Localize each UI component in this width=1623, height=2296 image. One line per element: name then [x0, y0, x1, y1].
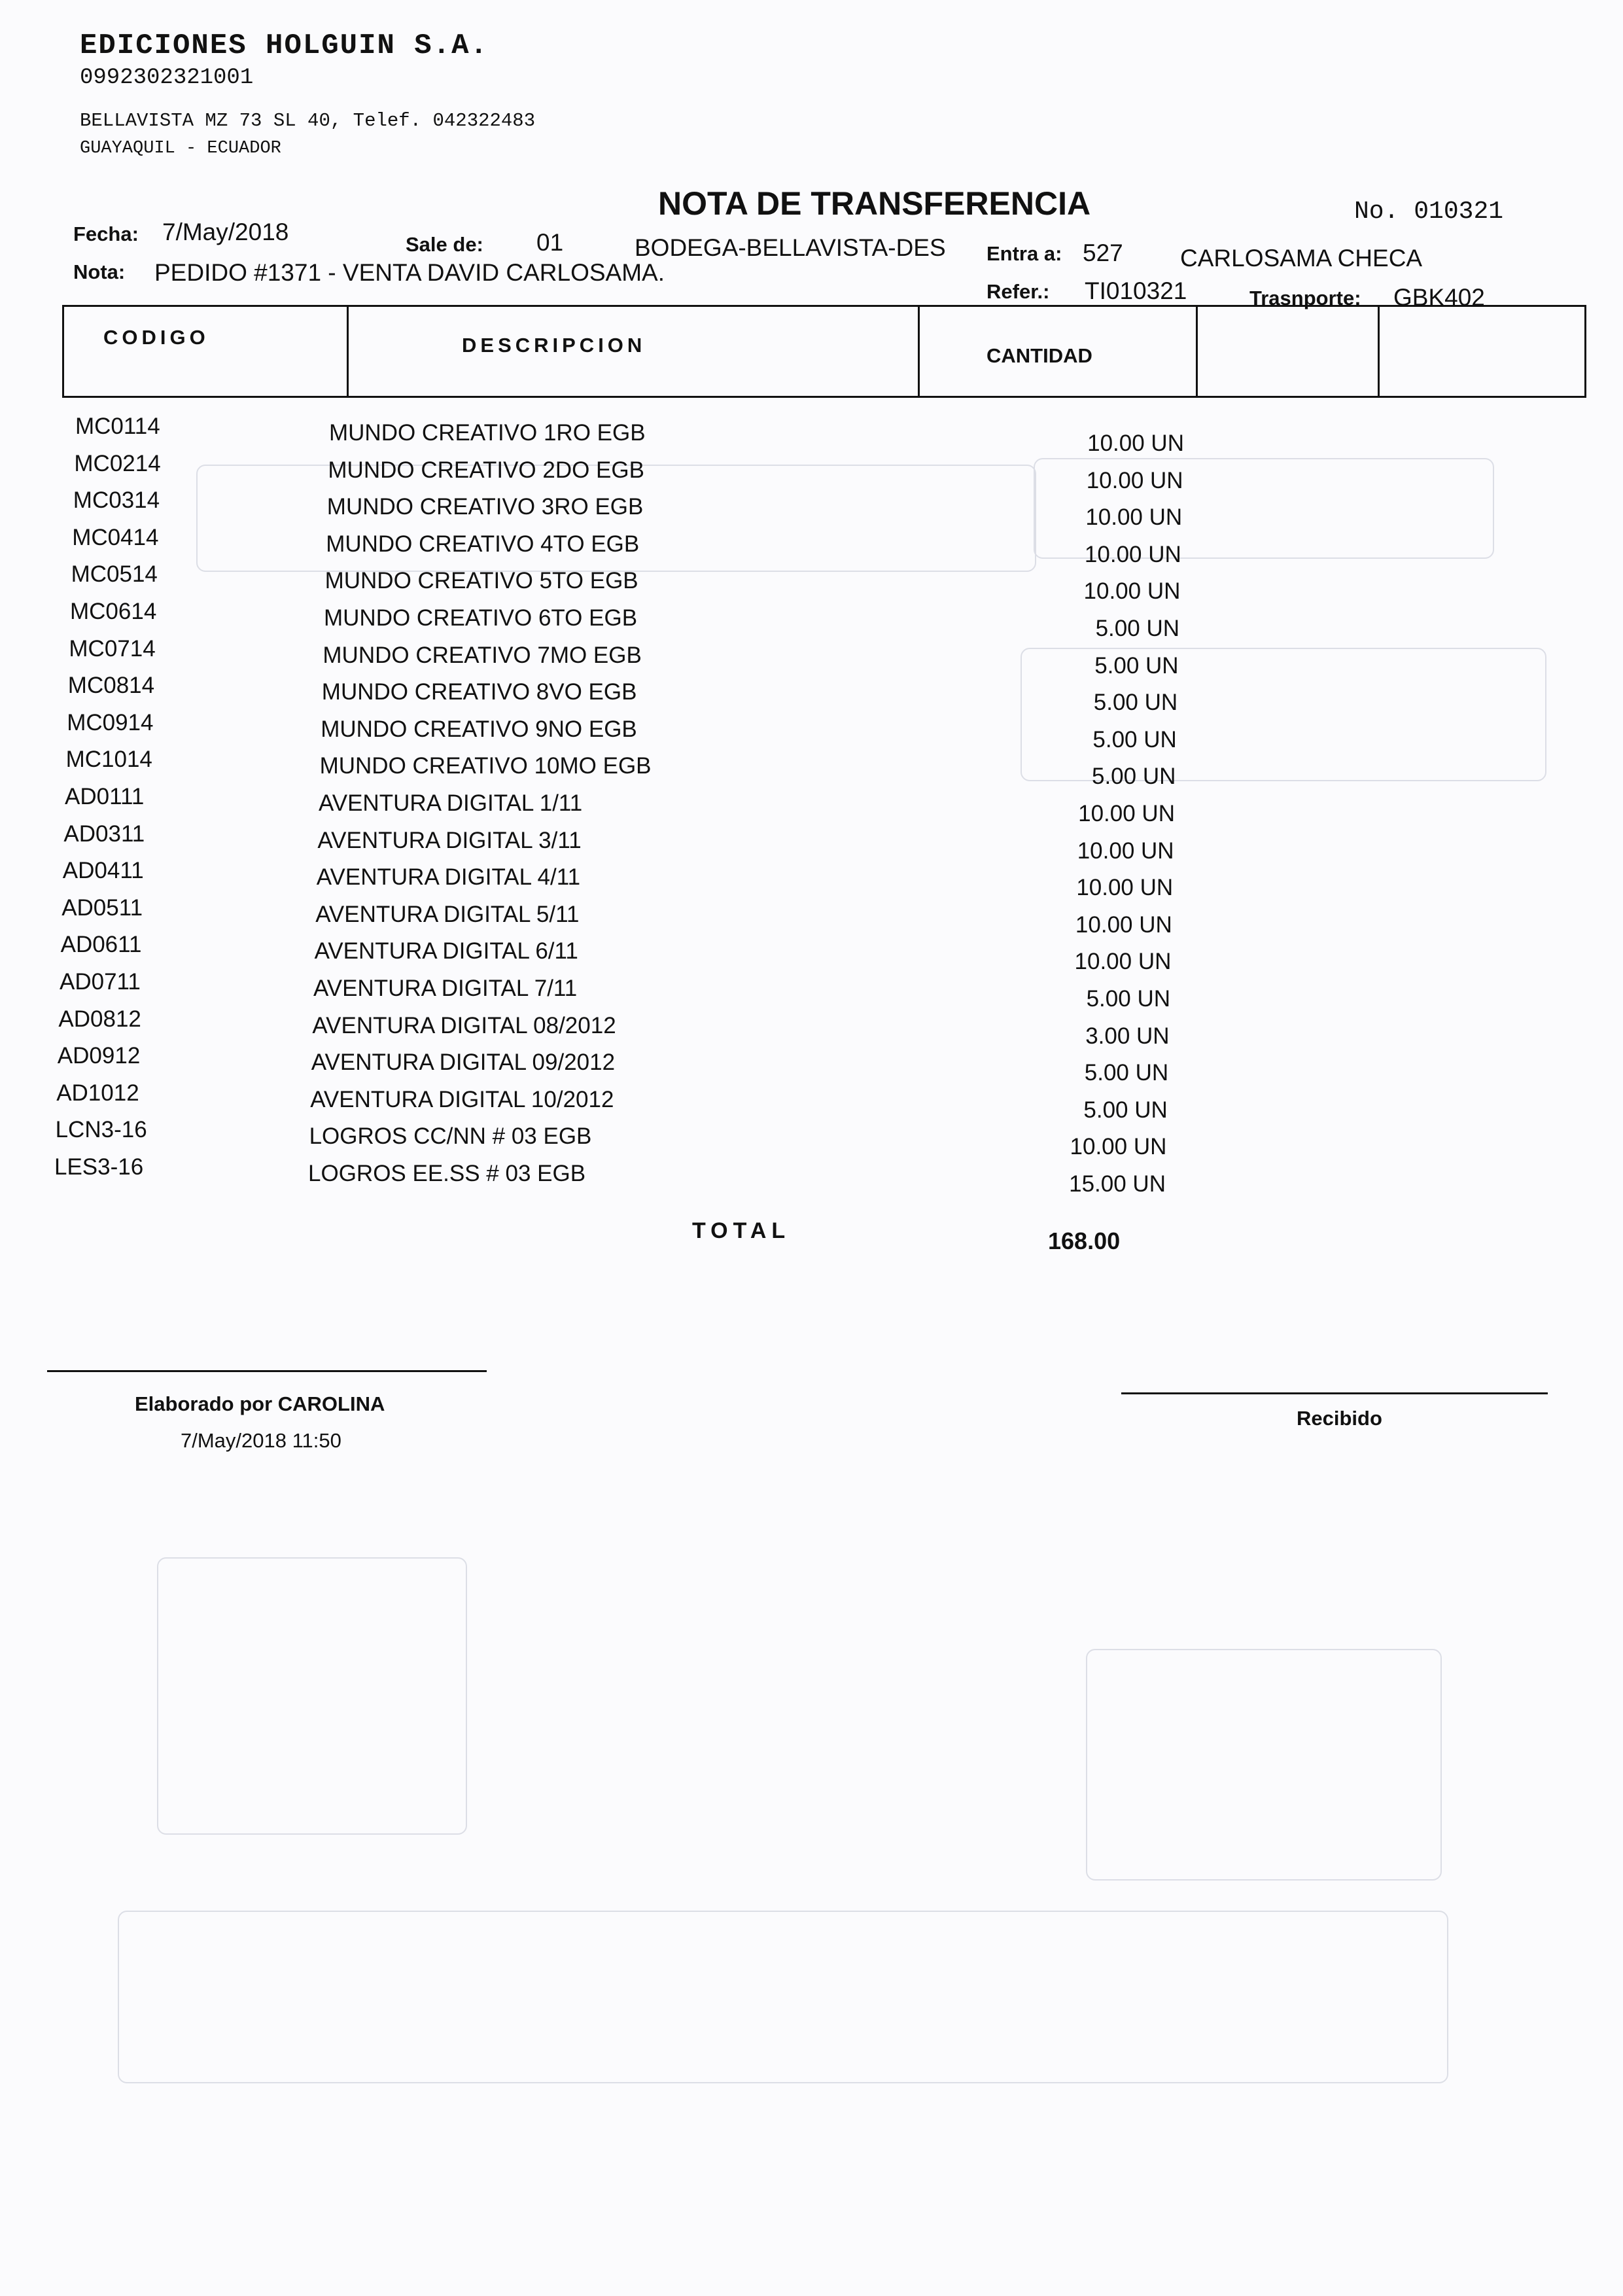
table-row — [0, 561, 1623, 605]
item-description: MUNDO CREATIVO 3RO EGB — [326, 494, 644, 520]
nota-value: PEDIDO #1371 - VENTA DAVID CARLOSAMA. — [154, 259, 665, 286]
table-row — [0, 450, 1623, 493]
item-code: AD0311 — [63, 821, 145, 847]
item-description: MUNDO CREATIVO 4TO EGB — [326, 531, 640, 557]
column-header-descripcion: DESCRIPCION — [462, 334, 646, 357]
total-value: 168.00 — [1048, 1227, 1121, 1254]
item-quantity: 5.00 UN — [1092, 726, 1177, 752]
item-description: MUNDO CREATIVO 8VO EGB — [321, 679, 637, 705]
table-row — [0, 414, 1623, 456]
sale-de-code: 01 — [536, 229, 564, 256]
item-code: AD0611 — [60, 932, 142, 958]
table-row — [0, 747, 1623, 790]
table-row — [0, 1080, 1623, 1123]
item-code: AD0711 — [60, 969, 141, 995]
fecha-value: 7/May/2018 — [162, 219, 289, 245]
table-row — [0, 524, 1623, 567]
company-ruc: 0992302321001 — [80, 65, 254, 90]
item-code: MC1014 — [65, 747, 152, 773]
column-header-cantidad: CANTIDAD — [986, 344, 1092, 367]
item-description: MUNDO CREATIVO 5TO EGB — [324, 568, 638, 594]
table-row — [0, 894, 1623, 938]
document-number — [1354, 198, 1503, 226]
recibido-signature-line — [1121, 1392, 1548, 1394]
item-description: AVENTURA DIGITAL 6/11 — [314, 938, 578, 964]
item-code: AD0411 — [62, 858, 144, 884]
item-quantity: 10.00 UN — [1087, 431, 1184, 456]
item-quantity: 5.00 UN — [1086, 986, 1170, 1012]
item-description: AVENTURA DIGITAL 10/2012 — [310, 1086, 614, 1112]
item-quantity: 10.00 UN — [1084, 541, 1181, 567]
nota-label: Nota: — [73, 260, 126, 283]
item-description: AVENTURA DIGITAL 4/11 — [316, 864, 581, 891]
table-row — [0, 858, 1623, 901]
item-description: MUNDO CREATIVO 1RO EGB — [329, 420, 646, 446]
elaborado-signature-line — [47, 1370, 487, 1372]
column-header-codigo: CODIGO — [103, 326, 209, 349]
table-row — [0, 1043, 1623, 1086]
document-number-label: No. — [1354, 198, 1399, 226]
item-code: MC0514 — [71, 561, 158, 588]
item-code: MC0414 — [72, 524, 159, 550]
item-quantity: 5.00 UN — [1095, 616, 1179, 641]
item-description: AVENTURA DIGITAL 09/2012 — [311, 1050, 616, 1076]
entra-a-label: Entra a: — [986, 242, 1062, 265]
item-quantity: 5.00 UN — [1094, 652, 1179, 679]
item-code: MC0814 — [67, 673, 155, 699]
refer-label: Refer.: — [986, 280, 1050, 303]
item-description: AVENTURA DIGITAL 08/2012 — [312, 1012, 616, 1038]
item-quantity: 10.00 UN — [1074, 949, 1172, 975]
column-divider — [918, 307, 920, 396]
table-row — [0, 821, 1623, 864]
sale-de-name: BODEGA-BELLAVISTA-DES — [635, 234, 946, 261]
item-quantity: 5.00 UN — [1084, 1060, 1169, 1086]
table-row — [0, 635, 1623, 679]
item-quantity: 10.00 UN — [1083, 578, 1181, 605]
item-quantity: 10.00 UN — [1085, 504, 1183, 531]
elaborado-por: Elaborado por CAROLINA — [135, 1392, 385, 1415]
table-row — [0, 709, 1623, 752]
item-quantity: 5.00 UN — [1093, 690, 1178, 716]
transporte-label: Trasnporte: — [1249, 287, 1361, 309]
item-description: MUNDO CREATIVO 6TO EGB — [324, 605, 638, 631]
item-quantity: 3.00 UN — [1085, 1023, 1170, 1049]
item-quantity: 5.00 UN — [1083, 1097, 1168, 1123]
item-description: AVENTURA DIGITAL 3/11 — [317, 827, 582, 853]
item-description: LOGROS CC/NN # 03 EGB — [309, 1123, 592, 1150]
entra-a-code: 527 — [1083, 239, 1123, 266]
item-description: AVENTURA DIGITAL 5/11 — [315, 901, 580, 927]
table-row — [0, 673, 1623, 716]
item-code: LCN3-16 — [55, 1117, 147, 1143]
item-code: MC0314 — [73, 487, 160, 514]
item-code: LES3-16 — [54, 1154, 144, 1180]
item-quantity: 10.00 UN — [1070, 1134, 1167, 1160]
item-code: AD0111 — [65, 784, 145, 809]
item-code: AD0912 — [57, 1043, 141, 1069]
table-row — [0, 932, 1623, 975]
table-row — [0, 1006, 1623, 1049]
item-description: MUNDO CREATIVO 10MO EGB — [319, 753, 652, 779]
item-code: MC0214 — [74, 450, 161, 476]
table-header — [62, 305, 1586, 398]
company-city: GUAYAQUIL - ECUADOR — [80, 139, 281, 158]
item-description: AVENTURA DIGITAL 1/11 — [319, 790, 583, 816]
item-description: LOGROS EE.SS # 03 EGB — [308, 1161, 586, 1186]
company-address: BELLAVISTA MZ 73 SL 40, Telef. 042322483 — [80, 110, 536, 132]
item-quantity: 10.00 UN — [1076, 875, 1174, 901]
total-label: TOTAL — [692, 1218, 791, 1243]
item-code: AD0812 — [58, 1006, 141, 1032]
item-code: MC0714 — [69, 635, 156, 662]
item-code: AD1012 — [56, 1080, 139, 1106]
refer-value: TI010321 — [1085, 277, 1187, 304]
background-ghost-box — [118, 1911, 1448, 2083]
table-row — [0, 1117, 1623, 1160]
background-ghost-box — [157, 1557, 467, 1835]
item-quantity: 10.00 UN — [1086, 467, 1183, 493]
item-quantity: 10.00 UN — [1077, 838, 1174, 864]
document-number-value: 010321 — [1414, 198, 1504, 226]
sale-de-label: Sale de: — [406, 233, 483, 256]
table-row — [0, 784, 1623, 826]
elaborado-fecha: 7/May/2018 11:50 — [181, 1429, 341, 1452]
item-quantity: 10.00 UN — [1078, 801, 1175, 826]
table-row — [0, 599, 1623, 641]
fecha-label: Fecha: — [73, 222, 139, 245]
table-row — [0, 487, 1623, 531]
transporte-value: GBK402 — [1393, 284, 1485, 311]
table-row — [0, 1154, 1623, 1197]
recibido-label: Recibido — [1297, 1407, 1382, 1430]
entra-a-name: CARLOSAMA CHECA — [1180, 245, 1423, 272]
item-code: AD0511 — [61, 894, 143, 921]
document-title: NOTA DE TRANSFERENCIA — [658, 185, 1091, 222]
item-description: MUNDO CREATIVO 7MO EGB — [323, 642, 642, 668]
background-ghost-box — [1086, 1649, 1442, 1881]
column-divider — [1196, 307, 1198, 396]
item-quantity: 10.00 UN — [1075, 911, 1172, 938]
item-description: MUNDO CREATIVO 2DO EGB — [328, 457, 644, 483]
table-row — [0, 969, 1623, 1012]
item-code: MC0114 — [75, 414, 160, 439]
item-quantity: 15.00 UN — [1069, 1171, 1166, 1197]
item-code: MC0614 — [70, 599, 157, 624]
item-description: AVENTURA DIGITAL 7/11 — [313, 976, 578, 1001]
column-divider — [347, 307, 349, 396]
column-divider — [1378, 307, 1380, 396]
item-description: MUNDO CREATIVO 9NO EGB — [321, 716, 637, 742]
company-name: EDICIONES HOLGUIN S.A. — [80, 29, 489, 62]
item-code: MC0914 — [67, 709, 154, 735]
item-quantity: 5.00 UN — [1091, 764, 1176, 790]
